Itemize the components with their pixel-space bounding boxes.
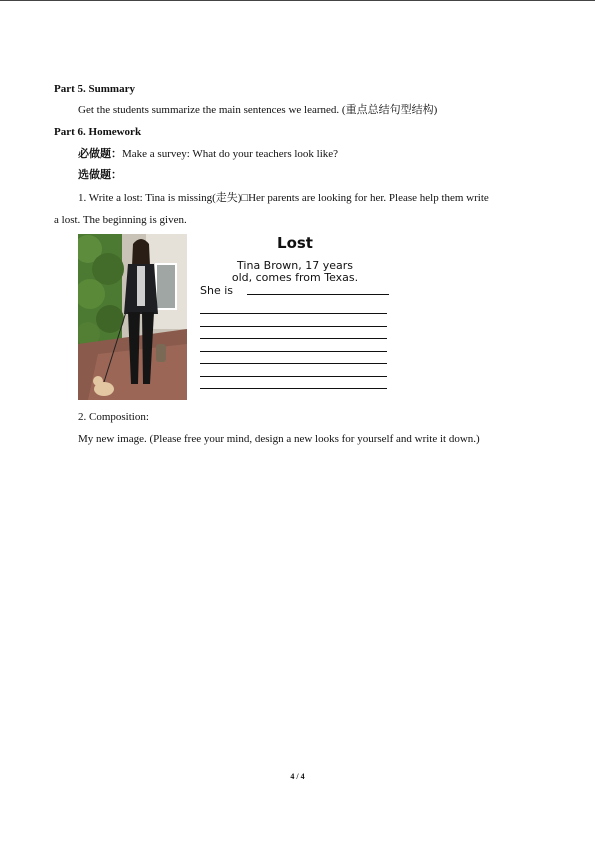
poster-blank-line (200, 376, 387, 377)
required-task (78, 147, 338, 161)
item1-line2: a lost. The beginning is given. (54, 214, 187, 226)
item2-label: 2. Composition: (78, 411, 149, 423)
poster-blank-line (247, 294, 389, 295)
page-number: 4 / 4 (290, 772, 305, 781)
part6-heading: Part 6. Homework (54, 126, 142, 138)
optional-label: 选做题： (78, 169, 122, 181)
poster-title: Lost (277, 234, 313, 252)
required-label: 必做题： (78, 148, 122, 160)
poster-blank-line (200, 338, 387, 339)
poster-blank-line (200, 388, 387, 389)
poster-line1: Tina Brown, 17 years (237, 259, 353, 272)
part5-heading: Part 5. Summary (54, 83, 135, 95)
required-text: Make a survey: What do your teachers look like? (122, 148, 339, 160)
tina-photo (78, 234, 187, 400)
part5-text: Get the students summarize the main sentences we learned. (重点总结句型结构) (78, 104, 438, 116)
poster-blank-line (200, 363, 387, 364)
poster-blank-line (200, 313, 387, 314)
item1-line1: 1. Write a lost: Tina is missing(走失)□Her parents are looking for her. Please help them write (78, 192, 489, 204)
item2-text: My new image. (Please free your mind, design a new looks for yourself and write it down.) (78, 433, 480, 445)
poster-blank-line (200, 326, 387, 327)
poster-blank-line (200, 351, 387, 352)
header-rule (0, 0, 595, 1)
poster-line2: old, comes from Texas. (231, 271, 359, 284)
poster-line3: She is (200, 284, 234, 297)
